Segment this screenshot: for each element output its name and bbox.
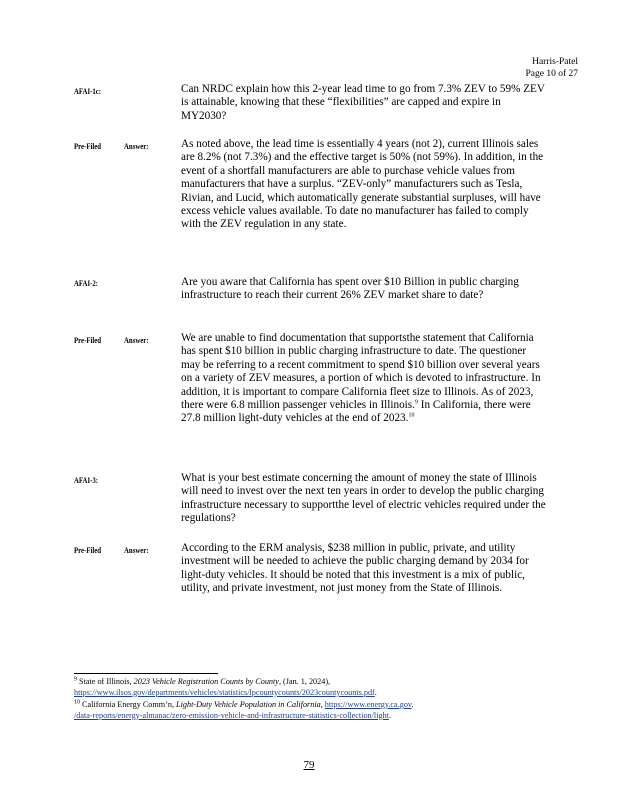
answer-body: According to the ERM analysis, $238 million in public, private, and utility investment will be needed to achieve the public charging demand by 2034 for light-duty vehicles. It should be noted that this investment is a mix of public, utility, and private investment, not just money from the State of Illinois. [181,542,529,595]
header-name: Harris-Patel [532,57,578,67]
question-label: AFAI-1c: [74,86,102,96]
question-text [181,276,546,303]
footnote-link-continued[interactable]: /data-reports/energy-almanac/zero-emission-vehicle-and-infrastructure-statistics-collection/light [74,710,389,720]
answer-label: Answer: [124,545,149,555]
footnote-ref[interactable]: 9 [414,399,418,406]
answer-body-part1: We are unable to find documentation that supportsthe statement that California has spent $10 billion in public charging infrastructure to date. The questioner may be referring to a recent commitment to spend $10 billion over several years on a variety of ZEV measures, a portion of which is devoted to infrastructure. In addition, it is important to compare California fleet size to Illinois. As of 2023, there were 6.8 million passenger vehicles in Illinois. [181,332,541,412]
footnote-period: . [374,687,377,697]
answer-text [181,332,546,426]
footnote-title: Light-Duty Vehicle Population in California [176,700,321,709]
prefiled-label: Pre-Filed [74,335,102,345]
question-label: AFAI-2: [74,278,99,288]
footnote-title: 2023 Vehicle Registration Counts by County [133,677,279,686]
footnote-source: State of Illinois, [79,677,134,686]
page-number [0,759,618,771]
running-header [525,56,578,80]
page-number-text: 79 [303,759,315,771]
footnote-period: . [411,700,414,709]
answer-label: Answer: [124,335,149,345]
footnote-sep: , [320,700,325,709]
question-text [181,83,546,123]
footnote-link[interactable]: https://www.energy.ca.gov [324,700,412,709]
question-body: Can NRDC explain how this 2-year lead time to go from 7.3% ZEV to 59% ZEV is attainable, knowing that these “flexibilities” are capped and expire in MY2030? [181,83,545,122]
answer-body [181,332,546,426]
footnote-period: . [388,710,391,720]
prefiled-label: Pre-Filed [74,141,102,151]
prefiled-label: Pre-Filed [74,545,102,555]
answer-text [181,138,546,232]
question-body: What is your best estimate concerning the amount of money the state of Illinois will need to invest over the next ten years in order to develop the public charging infrastructure necessary to supportthe level of electric vehicles required under the regulations? [181,472,546,525]
footnote-link[interactable]: https://www.ilsos.gov/departments/vehicles/statistics/lpcountycounts/2023countycounts.pdf [74,687,375,697]
footnote-number: 10 [74,699,80,706]
answer-body: As noted above, the lead time is essentially 4 years (not 2), current Illinois sales are 8.2% (not 7.3%) and the effective target is 50% (not 59%). In addition, in the event of a shortfall manufacturers are able to purchase vehicle values from manufacturers that have a surplus. “ZEV-only” manufacturers such as Tesla, Rivian, and Lucid, which automatically generate substantial surpluses, will have excess vehicle values available. To date no manufacturer has failed to comply with the ZEV regulation in any state. [181,138,544,231]
answer-text [181,542,546,596]
footnote-date: , (Jan. 1, 2024), [278,677,331,686]
question-label: AFAI-3: [74,475,99,485]
footnote-source: California Energy Comm’n, [82,700,177,709]
footnote-number: 9 [74,676,77,683]
footnote-ref[interactable]: 10 [408,412,415,419]
footnote-9 [74,677,554,698]
footnote-10 [74,700,554,721]
question-text [181,472,546,526]
answer-body-part2: In California, there were 27.8 million light-duty vehicles at the end of 2023. [181,399,531,425]
footnote-divider [74,673,218,674]
answer-label: Answer: [124,141,149,151]
header-page: Page 10 of 27 [525,69,578,79]
question-body: Are you aware that California has spent over $10 Billion in public charging infrastructure to reach their current 26% ZEV market share to date? [181,276,519,302]
